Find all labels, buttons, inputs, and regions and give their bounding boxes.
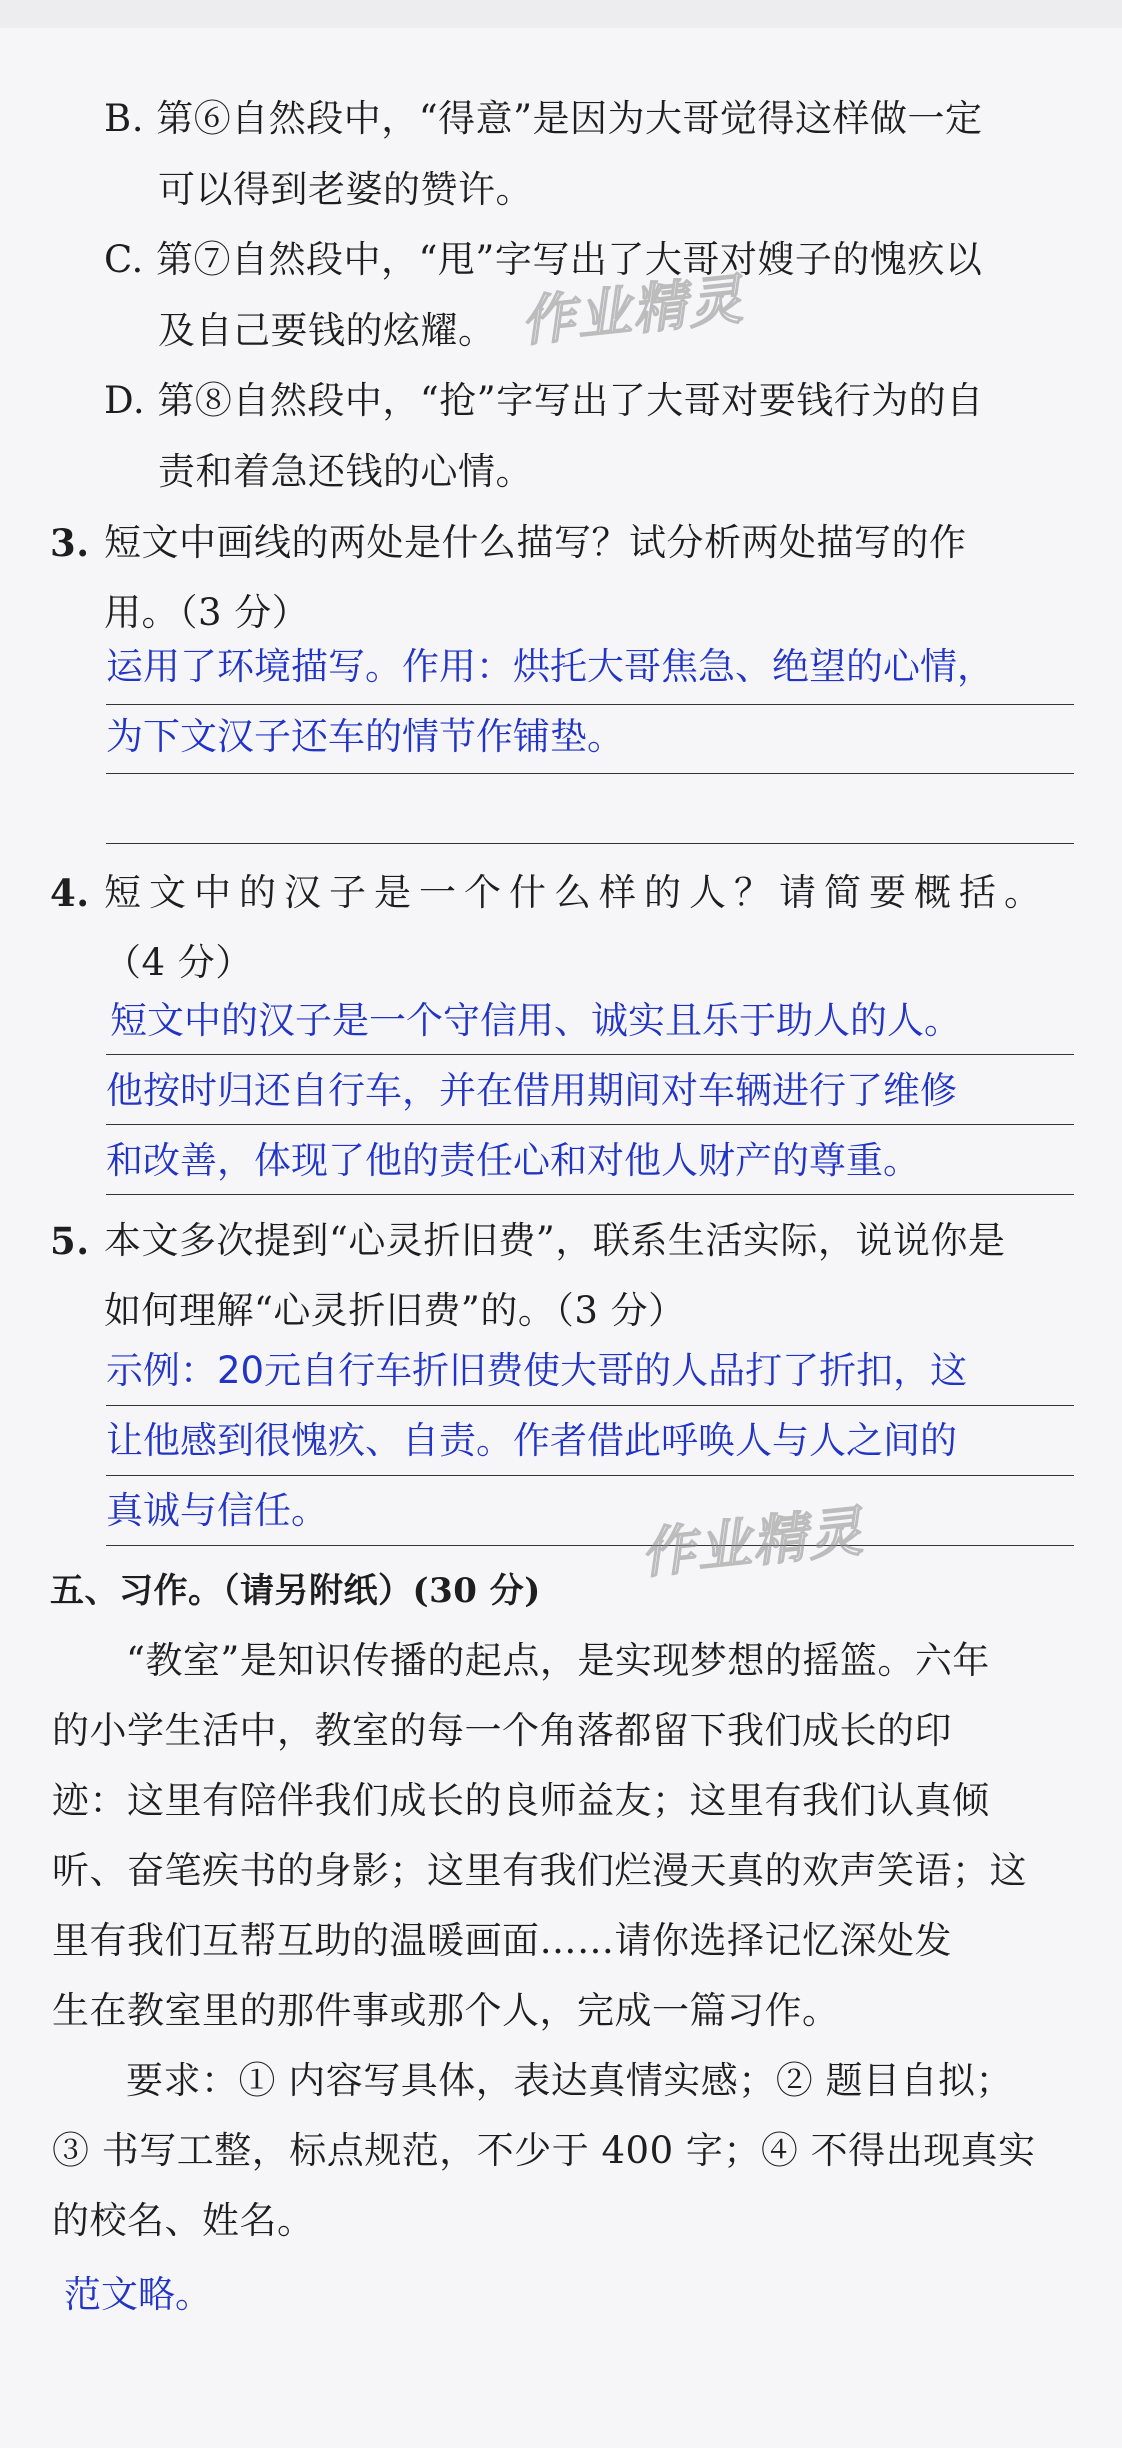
prompt-line2: 的小学生活中，教室的每一个角落都留下我们成长的印 — [52, 1709, 952, 1752]
q4-text-line1: 短文中的汉子是一个什么样的人？请简要概括。 — [104, 871, 1049, 914]
top-band — [0, 0, 1122, 28]
option-d-line2: 责和着急还钱的心情。 — [158, 450, 533, 493]
prompt-line6: 生在教室里的那件事或那个人，完成一篇习作。 — [52, 1989, 840, 2032]
q3-number: 3. — [50, 521, 90, 565]
answer-rule — [106, 1405, 1074, 1406]
q3-text-line1: 短文中画线的两处是什么描写？试分析两处描写的作 — [104, 521, 967, 564]
q4-answer-line1: 短文中的汉子是一个守信用、诚实且乐于助人的人。 — [110, 999, 961, 1042]
answer-rule — [106, 1124, 1074, 1125]
answer-rule — [106, 1475, 1074, 1476]
q4-answer-line2: 他按时归还自行车，并在借用期间对车辆进行了维修 — [106, 1069, 957, 1112]
q4-answer-line3: 和改善，体现了他的责任心和对他人财产的尊重。 — [106, 1139, 920, 1182]
answer-rule — [106, 704, 1074, 705]
composition-answer: 范文略。 — [64, 2273, 212, 2316]
q5-answer-line1: 示例：20元自行车折旧费使大哥的人品打了折扣，这 — [106, 1349, 968, 1392]
prompt-line4: 听、奋笔疾书的身影；这里有我们烂漫天真的欢声笑语；这 — [52, 1849, 1027, 1892]
q3-text-line2: 用。（3 分） — [104, 591, 310, 634]
q3-answer-line2: 为下文汉子还车的情节作铺垫。 — [106, 715, 624, 758]
option-d-line1: D. 第⑧自然段中，“抢”字写出了大哥对要钱行为的自 — [104, 379, 984, 422]
q5-answer-line3: 真诚与信任。 — [106, 1489, 328, 1532]
answer-rule — [106, 773, 1074, 774]
option-b-line1: B. 第⑥自然段中，“得意”是因为大哥觉得这样做一定 — [104, 97, 983, 140]
answer-rule — [106, 1054, 1074, 1055]
answer-rule — [106, 1545, 1074, 1546]
prompt-line3: 迹：这里有陪伴我们成长的良师益友；这里有我们认真倾 — [52, 1779, 990, 1822]
answer-rule — [106, 843, 1074, 844]
option-c-line1: C. 第⑦自然段中，“甩”字写出了大哥对嫂子的愧疚以 — [104, 238, 983, 281]
option-c-line2: 及自己要钱的炫耀。 — [158, 309, 496, 352]
q5-text-line1: 本文多次提到“心灵折旧费”，联系生活实际，说说你是 — [104, 1219, 1006, 1262]
watermark-logo: 作业精灵 — [517, 267, 748, 354]
prompt-line1: “教室”是知识传播的起点，是实现梦想的摇篮。六年 — [126, 1639, 990, 1682]
option-b-line2: 可以得到老婆的赞许。 — [158, 168, 533, 211]
q4-number: 4. — [50, 871, 90, 915]
requirements-line3: 的校名、姓名。 — [52, 2199, 315, 2242]
q3-answer-line1: 运用了环境描写。作用：烘托大哥焦急、绝望的心情， — [106, 645, 994, 688]
q4-text-line2: （4 分） — [104, 941, 253, 984]
q5-answer-line2: 让他感到很愧疚、自责。作者借此呼唤人与人之间的 — [106, 1419, 957, 1462]
section-5-heading: 五、习作。（请另附纸）(30 分) — [50, 1571, 541, 1611]
answer-rule — [106, 1194, 1074, 1195]
requirements-line2: ③ 书写工整，标点规范，不少于 400 字；④ 不得出现真实 — [52, 2129, 1036, 2172]
q5-text-line2: 如何理解“心灵折旧费”的。（3 分） — [104, 1289, 686, 1332]
q5-number: 5. — [50, 1219, 90, 1263]
prompt-line5: 里有我们互帮互助的温暖画面……请你选择记忆深处发 — [52, 1919, 952, 1962]
watermark-logo: 作业精灵 — [637, 1499, 868, 1586]
requirements-line1: 要求：① 内容写具体，表达真情实感；② 题目自拟； — [126, 2059, 1014, 2102]
